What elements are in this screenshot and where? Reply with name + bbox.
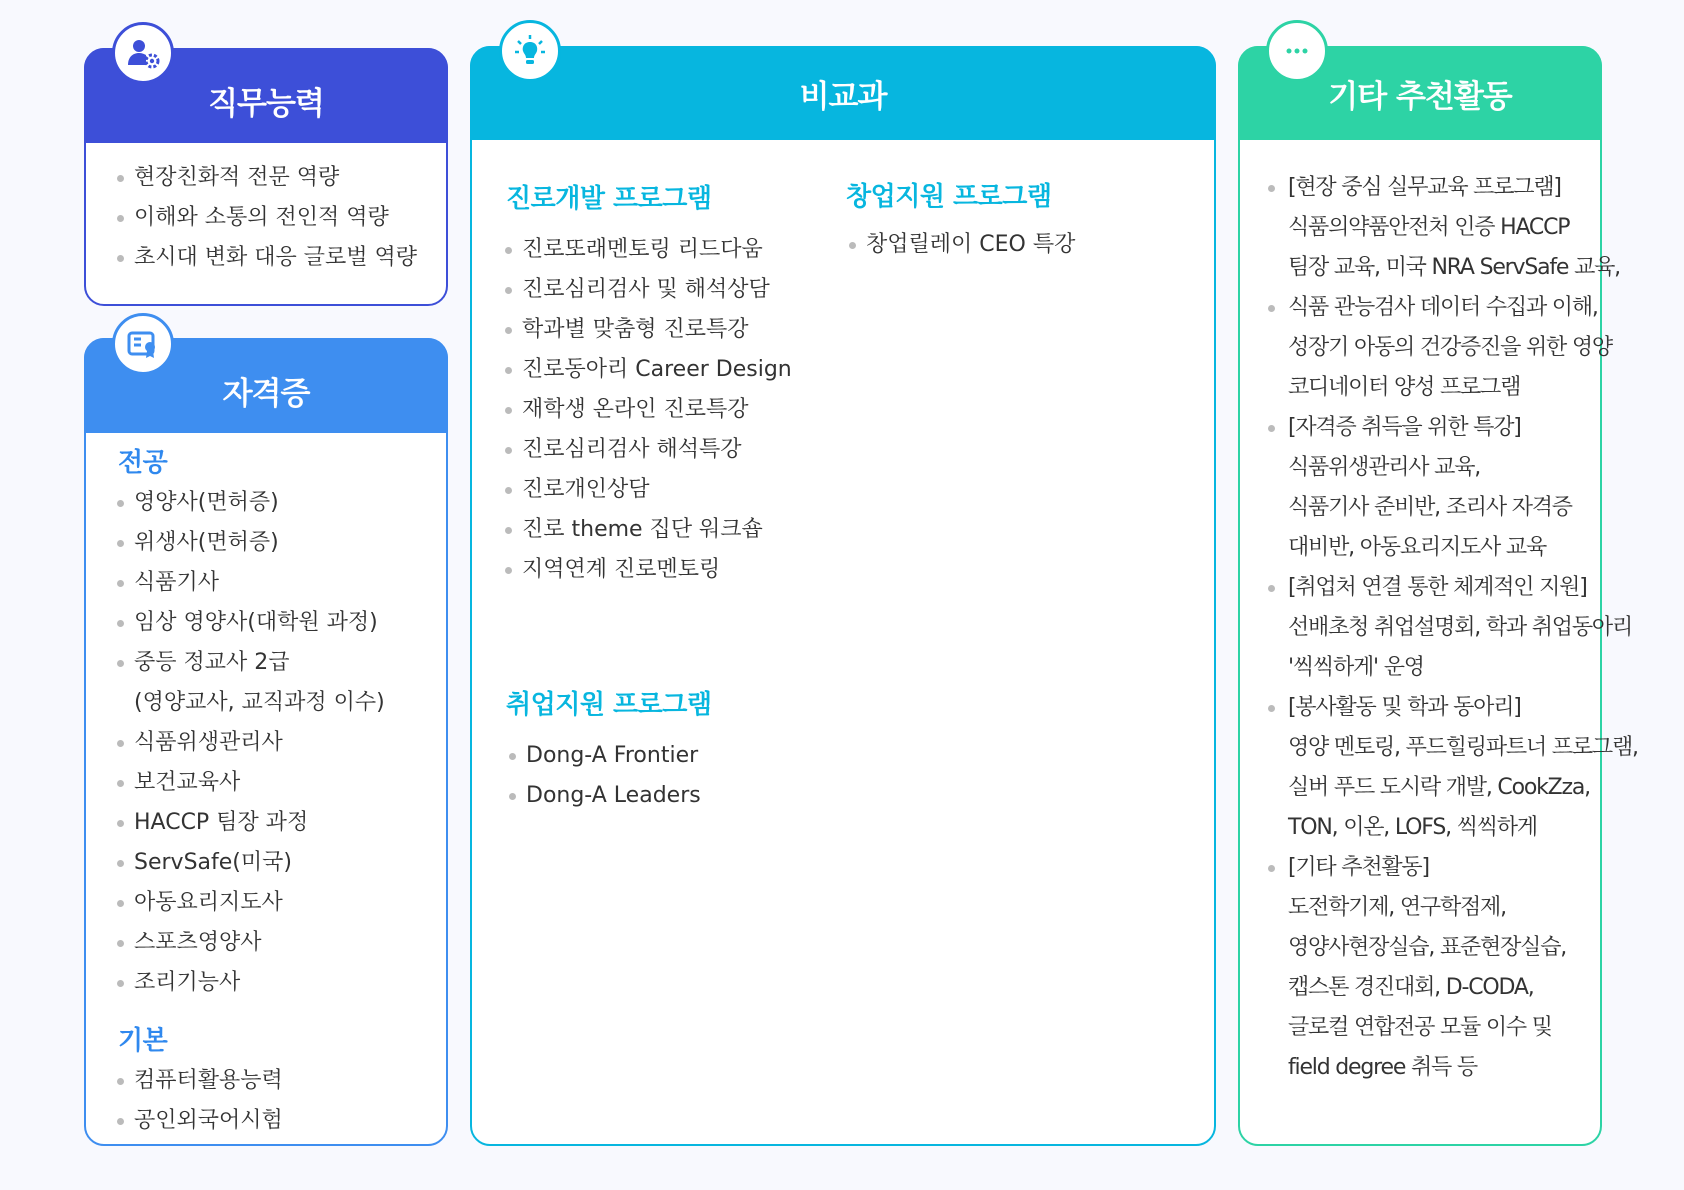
other-activities-card — [1238, 46, 1638, 1146]
list-item-continuation: (영양교사, 교직과정 이수) — [134, 690, 385, 715]
list-item: 영양사(면허증) — [116, 483, 385, 523]
employment-program-title: 취업지원 프로그램 — [506, 690, 712, 720]
other-activities-list — [1266, 168, 1638, 1088]
list-item: 식품 관능검사 데이터 수집과 이해, 성장기 아동의 건강증진을 위한 영양 코디네이터 양성 프로그램 — [1266, 288, 1638, 408]
list-item: 학과별 맞춤형 진로특강 — [504, 310, 792, 350]
list-item: HACCP 팀장 과정 — [116, 803, 385, 843]
certificate-icon — [112, 313, 174, 375]
user-gear-icon — [112, 22, 174, 84]
list-item: 스포츠영양사 — [116, 923, 385, 963]
list-item: [현장 중심 실무교육 프로그램] 식품의약품안전처 인증 HACCP 팀장 교육, 미국 NRA ServSafe 교육, — [1266, 168, 1638, 288]
extracurricular-title: 비교과 — [470, 46, 1216, 140]
list-item: 진로또래멘토링 리드다움 — [504, 230, 792, 270]
list-item: [봉사활동 및 학과 동아리] 영양 멘토링, 푸드힐링파트너 프로그램, 실버 푸드 도시락 개발, CookZza, TON, 이온, LOFS, 씩씩하게 — [1266, 688, 1638, 848]
basic-certificates-list — [116, 1061, 283, 1141]
list-item: [기타 추천활동] 도전학기제, 연구학점제, 영양사현장실습, 표준현장실습, 캡스톤 경진대회, D-CODA, 글로컬 연합전공 모듈 이수 및 field degree 취득 등 — [1266, 848, 1638, 1088]
more-dots-icon — [1266, 20, 1328, 82]
startup-program-list — [848, 225, 1075, 265]
startup-program-title: 창업지원 프로그램 — [846, 182, 1052, 212]
list-item: 컴퓨터활용능력 — [116, 1061, 283, 1101]
list-item: 임상 영양사(대학원 과정) — [116, 603, 385, 643]
job-skills-list — [116, 158, 417, 278]
list-item: 진로심리검사 해석특강 — [504, 430, 792, 470]
career-program-title: 진로개발 프로그램 — [506, 184, 712, 214]
certificates-title: 자격증 — [84, 338, 448, 433]
list-item: 진로 theme 집단 워크숍 — [504, 510, 792, 550]
lightbulb-icon — [499, 20, 561, 82]
list-item: ServSafe(미국) — [116, 843, 385, 883]
list-item: 아동요리지도사 — [116, 883, 385, 923]
extracurricular-card — [470, 46, 1216, 1146]
other-activities-title: 기타 추천활동 — [1238, 46, 1602, 140]
list-item: 현장친화적 전문 역량 — [116, 158, 417, 198]
career-program-list — [504, 230, 792, 590]
list-item: 중등 정교사 2급 — [116, 643, 385, 683]
list-item: 초시대 변화 대응 글로벌 역량 — [116, 238, 417, 278]
list-item: [취업처 연결 통한 체계적인 지원] 선배초청 취업설명회, 학과 취업동아리 '씩씩하게' 운영 — [1266, 568, 1638, 688]
list-item: 공인외국어시험 — [116, 1101, 283, 1141]
major-certificates-list — [116, 483, 385, 1003]
list-item: 진로동아리 Career Design — [504, 350, 792, 390]
certificates-card — [84, 338, 448, 1146]
list-item: 위생사(면허증) — [116, 523, 385, 563]
list-item: 진로개인상담 — [504, 470, 792, 510]
job-skills-card — [84, 48, 448, 306]
job-skills-title: 직무능력 — [84, 48, 448, 143]
list-item: 보건교육사 — [116, 763, 385, 803]
list-item: 지역연계 진로멘토링 — [504, 550, 792, 590]
list-item: 창업릴레이 CEO 특강 — [848, 225, 1075, 265]
list-item: 식품위생관리사 — [116, 723, 385, 763]
list-item: 이해와 소통의 전인적 역량 — [116, 198, 417, 238]
list-item: 진로심리검사 및 해석상담 — [504, 270, 792, 310]
list-item: 조리기능사 — [116, 963, 385, 1003]
employment-program-list — [508, 736, 701, 816]
list-item: Dong-A Leaders — [508, 776, 701, 816]
basic-section-title: 기본 — [118, 1026, 168, 1056]
major-section-title: 전공 — [118, 448, 168, 478]
list-item: 식품기사 — [116, 563, 385, 603]
list-item: 재학생 온라인 진로특강 — [504, 390, 792, 430]
list-item: [자격증 취득을 위한 특강] 식품위생관리사 교육, 식품기사 준비반, 조리사 자격증 대비반, 아동요리지도사 교육 — [1266, 408, 1638, 568]
list-item: Dong-A Frontier — [508, 736, 701, 776]
